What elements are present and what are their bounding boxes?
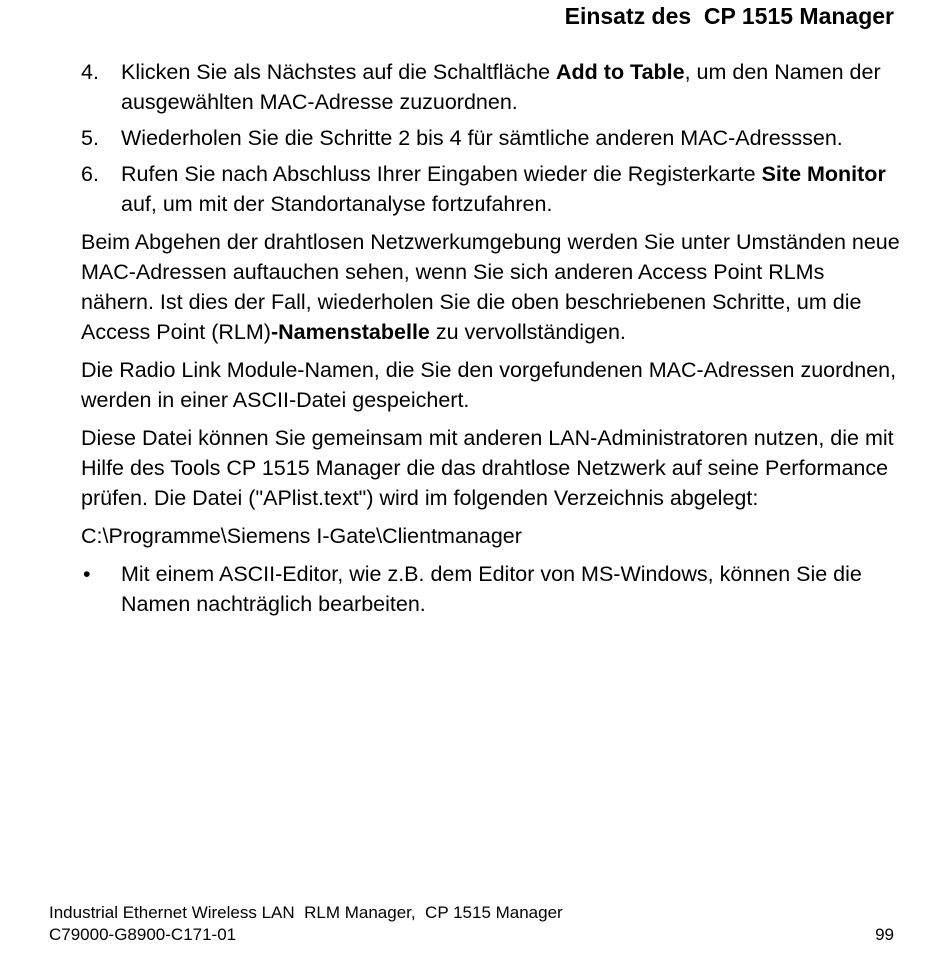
bullet-symbol: • bbox=[83, 562, 91, 586]
running-header: Einsatz des CP 1515 Manager bbox=[564, 3, 894, 29]
page-footer bbox=[49, 902, 563, 946]
paragraph-text: Beim Abgehen der drahtlosen Netzwerkumgebung werden Sie unter Umständen neue MAC-Adressen auftauchen sehen, wenn Sie sich anderen Access Point RLMs nähern. Ist dies der Fall, wiederholen Sie die oben beschriebenen Schritte, um die Access Point (RLM) bbox=[81, 230, 900, 344]
step-text: , um den Namen der ausgewählten MAC-Adresse zuzuordnen. bbox=[121, 60, 881, 114]
footer-doc-number: C79000-G8900-C171-01 bbox=[49, 925, 237, 944]
bullet-list bbox=[81, 559, 901, 619]
list-item bbox=[81, 123, 901, 153]
paragraph-share-file: Diese Datei können Sie gemeinsam mit anderen LAN-Administratoren nutzen, die mit Hilfe des Tools CP 1515 Manager die das drahtlose Netzwerk auf seine Performance prüfen. Die Datei ("APlist.text") wird im folgenden Verzeichnis abgelegt: bbox=[81, 426, 894, 510]
ui-label-site-monitor: Site Monitor bbox=[761, 162, 886, 186]
step-text: Rufen Sie nach Abschluss Ihrer Eingaben wieder die Registerkarte bbox=[121, 162, 762, 186]
ui-label-add-to-table: Add to Table bbox=[556, 60, 685, 84]
paragraph-text: zu vervollständigen. bbox=[429, 320, 626, 344]
directory-path: C:\Programme\Siemens I-Gate\Clientmanager bbox=[81, 524, 522, 548]
step-text: Wiederholen Sie die Schritte 2 bis 4 für sämtliche anderen MAC-Adresssen. bbox=[121, 126, 843, 150]
list-item bbox=[81, 559, 901, 619]
step-number: 5. bbox=[81, 126, 99, 150]
page-number: 99 bbox=[875, 925, 894, 944]
footer-title: Industrial Ethernet Wireless LAN RLM Manager, CP 1515 Manager bbox=[49, 903, 563, 922]
paragraph-mac-addresses bbox=[81, 227, 901, 347]
list-item bbox=[81, 159, 901, 219]
step-text: auf, um mit der Standortanalyse fortzufahren. bbox=[121, 192, 553, 216]
term-namenstabelle: -Namenstabelle bbox=[270, 320, 430, 344]
step-number: 4. bbox=[81, 60, 99, 84]
bullet-text: Mit einem ASCII-Editor, wie z.B. dem Editor von MS-Windows, können Sie die Namen nachträglich bearbeiten. bbox=[121, 562, 862, 616]
numbered-steps bbox=[81, 57, 901, 219]
page-content bbox=[81, 57, 901, 619]
paragraph-ascii-file: Die Radio Link Module-Namen, die Sie den vorgefundenen MAC-Adressen zuordnen, werden in einer ASCII-Datei gespeichert. bbox=[81, 358, 897, 412]
step-text: Klicken Sie als Nächstes auf die Schaltfläche bbox=[121, 60, 557, 84]
step-number: 6. bbox=[81, 162, 99, 186]
list-item bbox=[81, 57, 901, 117]
